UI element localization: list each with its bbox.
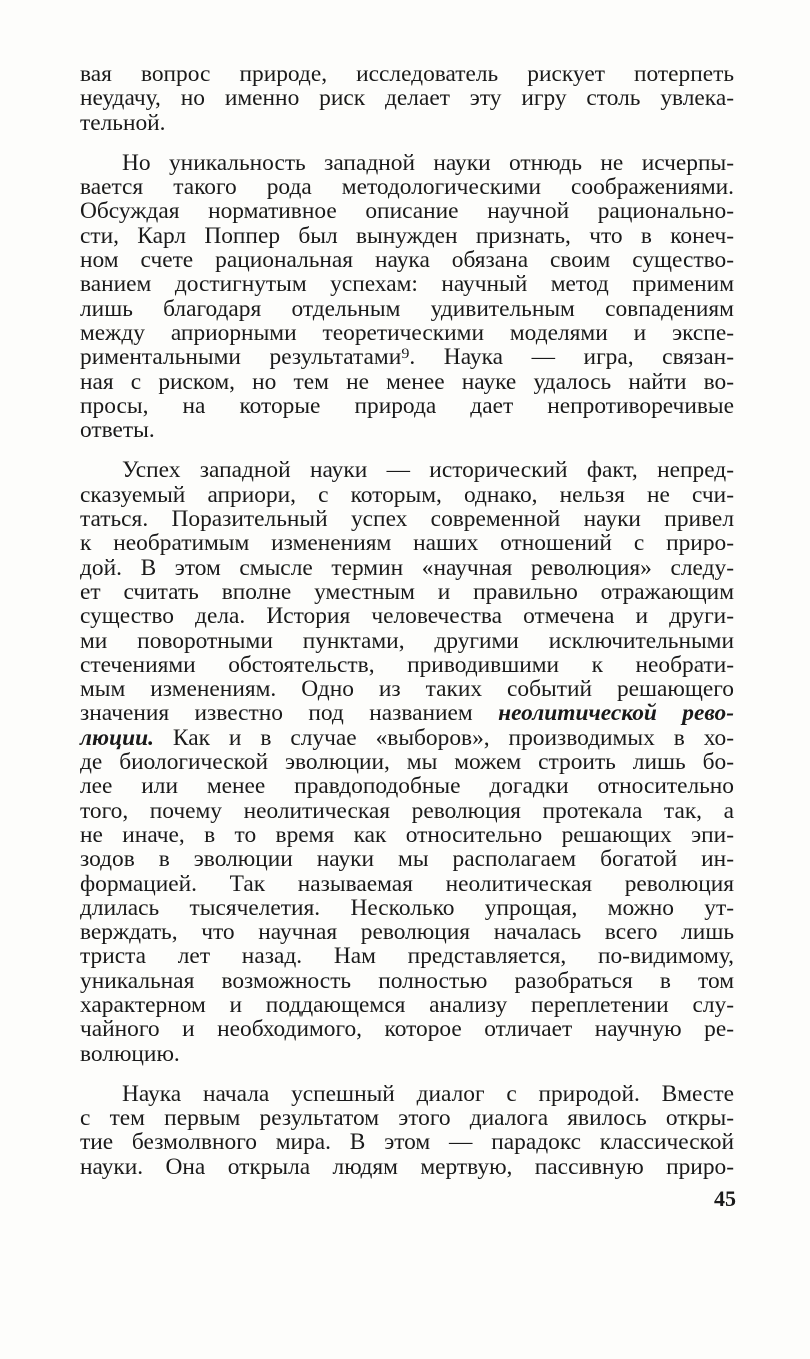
text-line: между априорными теоретическими моделями и экспе- [80,319,734,346]
text-line: сти, Карл Поппер был вынужден признать, что в конеч- [80,222,734,249]
text-line: ная с риском, но тем не менее науке удалось найти во- [80,368,734,395]
text-line: чайного и необходимого, которое отличает научную ре- [80,1016,734,1043]
text-line: триста лет назад. Нам представляется, по-видимому, [80,943,734,970]
emphasis-term: неолитической рево- [498,700,734,727]
text-line: ном счете рациональная наука обязана своим существо- [80,247,734,274]
text-line: ответы. [80,417,155,444]
text-line: с тем первым результатом этого диалога явилось откры- [80,1105,734,1132]
text-line: науки. Она открыла людям мертвую, пассивную приро- [80,1153,734,1180]
text-line: риментальными результатами⁹. Наука — игра, связан- [80,344,734,371]
text-line: просы, на которые природа дает непротиворечивые [80,392,734,419]
text-line: Наука начала успешный диалог с природой. Вместе [122,1080,734,1107]
text-line: тие безмолвного мира. В этом — парадокс классической [80,1129,734,1156]
text-line: вая вопрос природе, исследователь рискует потерпеть [80,61,734,87]
text-line: длилась тысячелетия. Несколько упрощая, можно ут- [80,894,734,921]
text-line: существо дела. История человечества отмечена и други- [80,603,734,630]
text-line: де биологической эволюции, мы можем строить лишь бо- [80,749,734,776]
text-line: формацией. Так называемая неолитическая революция [80,870,734,897]
text-line: ет считать вполне уместным и правильно отражающим [80,578,734,605]
text-line: зодов в эволюции науки мы располагаем богатой ин- [80,846,734,873]
text-line: Но уникальность западной науки отнюдь не исчерпы- [122,149,734,176]
text-line: ванием достигнутым успехам: научный метод применим [80,271,734,298]
text-line: волюцию. [80,1040,180,1067]
text-line: лее или менее правдоподобные догадки относительно [80,773,734,800]
text-line: того, почему неолитическая революция протекала так, а [80,797,734,824]
page-number: 45 [714,1186,736,1211]
text-line: Обсуждая нормативное описание научной рационально- [80,198,734,225]
text-line-with-emphasis: значения известно под названием неолитической рево- [80,700,734,727]
text-line: ми поворотными пунктами, другими исключительными [80,627,734,654]
text-line: вается такого рода методологическими соображениями. [80,174,734,201]
text-line: таться. Поразительный успех современной науки привел [80,506,734,533]
text-line: сказуемый априори, с которым, однако, нельзя не счи- [80,481,734,508]
text-line: тельной. [80,109,166,136]
text-line: стечениями обстоятельств, приводившими к необрати- [80,651,734,678]
text-line: верждать, что научная революция началась всего лишь [80,919,734,946]
page-body-text [80,62,734,1179]
text-line-with-emphasis: люции. Как и в случае «выборов», производимых в хо- [80,724,734,751]
text-line: мым изменениям. Одно из таких событий решающего [80,676,734,703]
text-line: Успех западной науки — исторический факт, непред- [122,457,734,484]
text-line: характерном и поддающемся анализу переплетении слу- [80,991,734,1018]
text-line: лишь благодаря отдельным удивительным совпадениям [80,295,734,322]
paragraph-2 [80,151,734,443]
text-line: не иначе, в то время как относительно решающих эпи- [80,821,734,848]
text-line: неудачу, но именно риск делает эту игру столь увлека- [80,85,734,112]
paragraph-1 [80,62,734,135]
text-line: дой. В этом смысле термин «научная революция» следу- [80,554,734,581]
paragraph-4 [80,1082,734,1179]
text-line: уникальная возможность полностью разобраться в том [80,967,734,994]
text-line: к необратимым изменениям наших отношений с приро- [80,530,734,557]
emphasis-term: люции. [80,724,154,751]
paragraph-3 [80,458,734,1065]
